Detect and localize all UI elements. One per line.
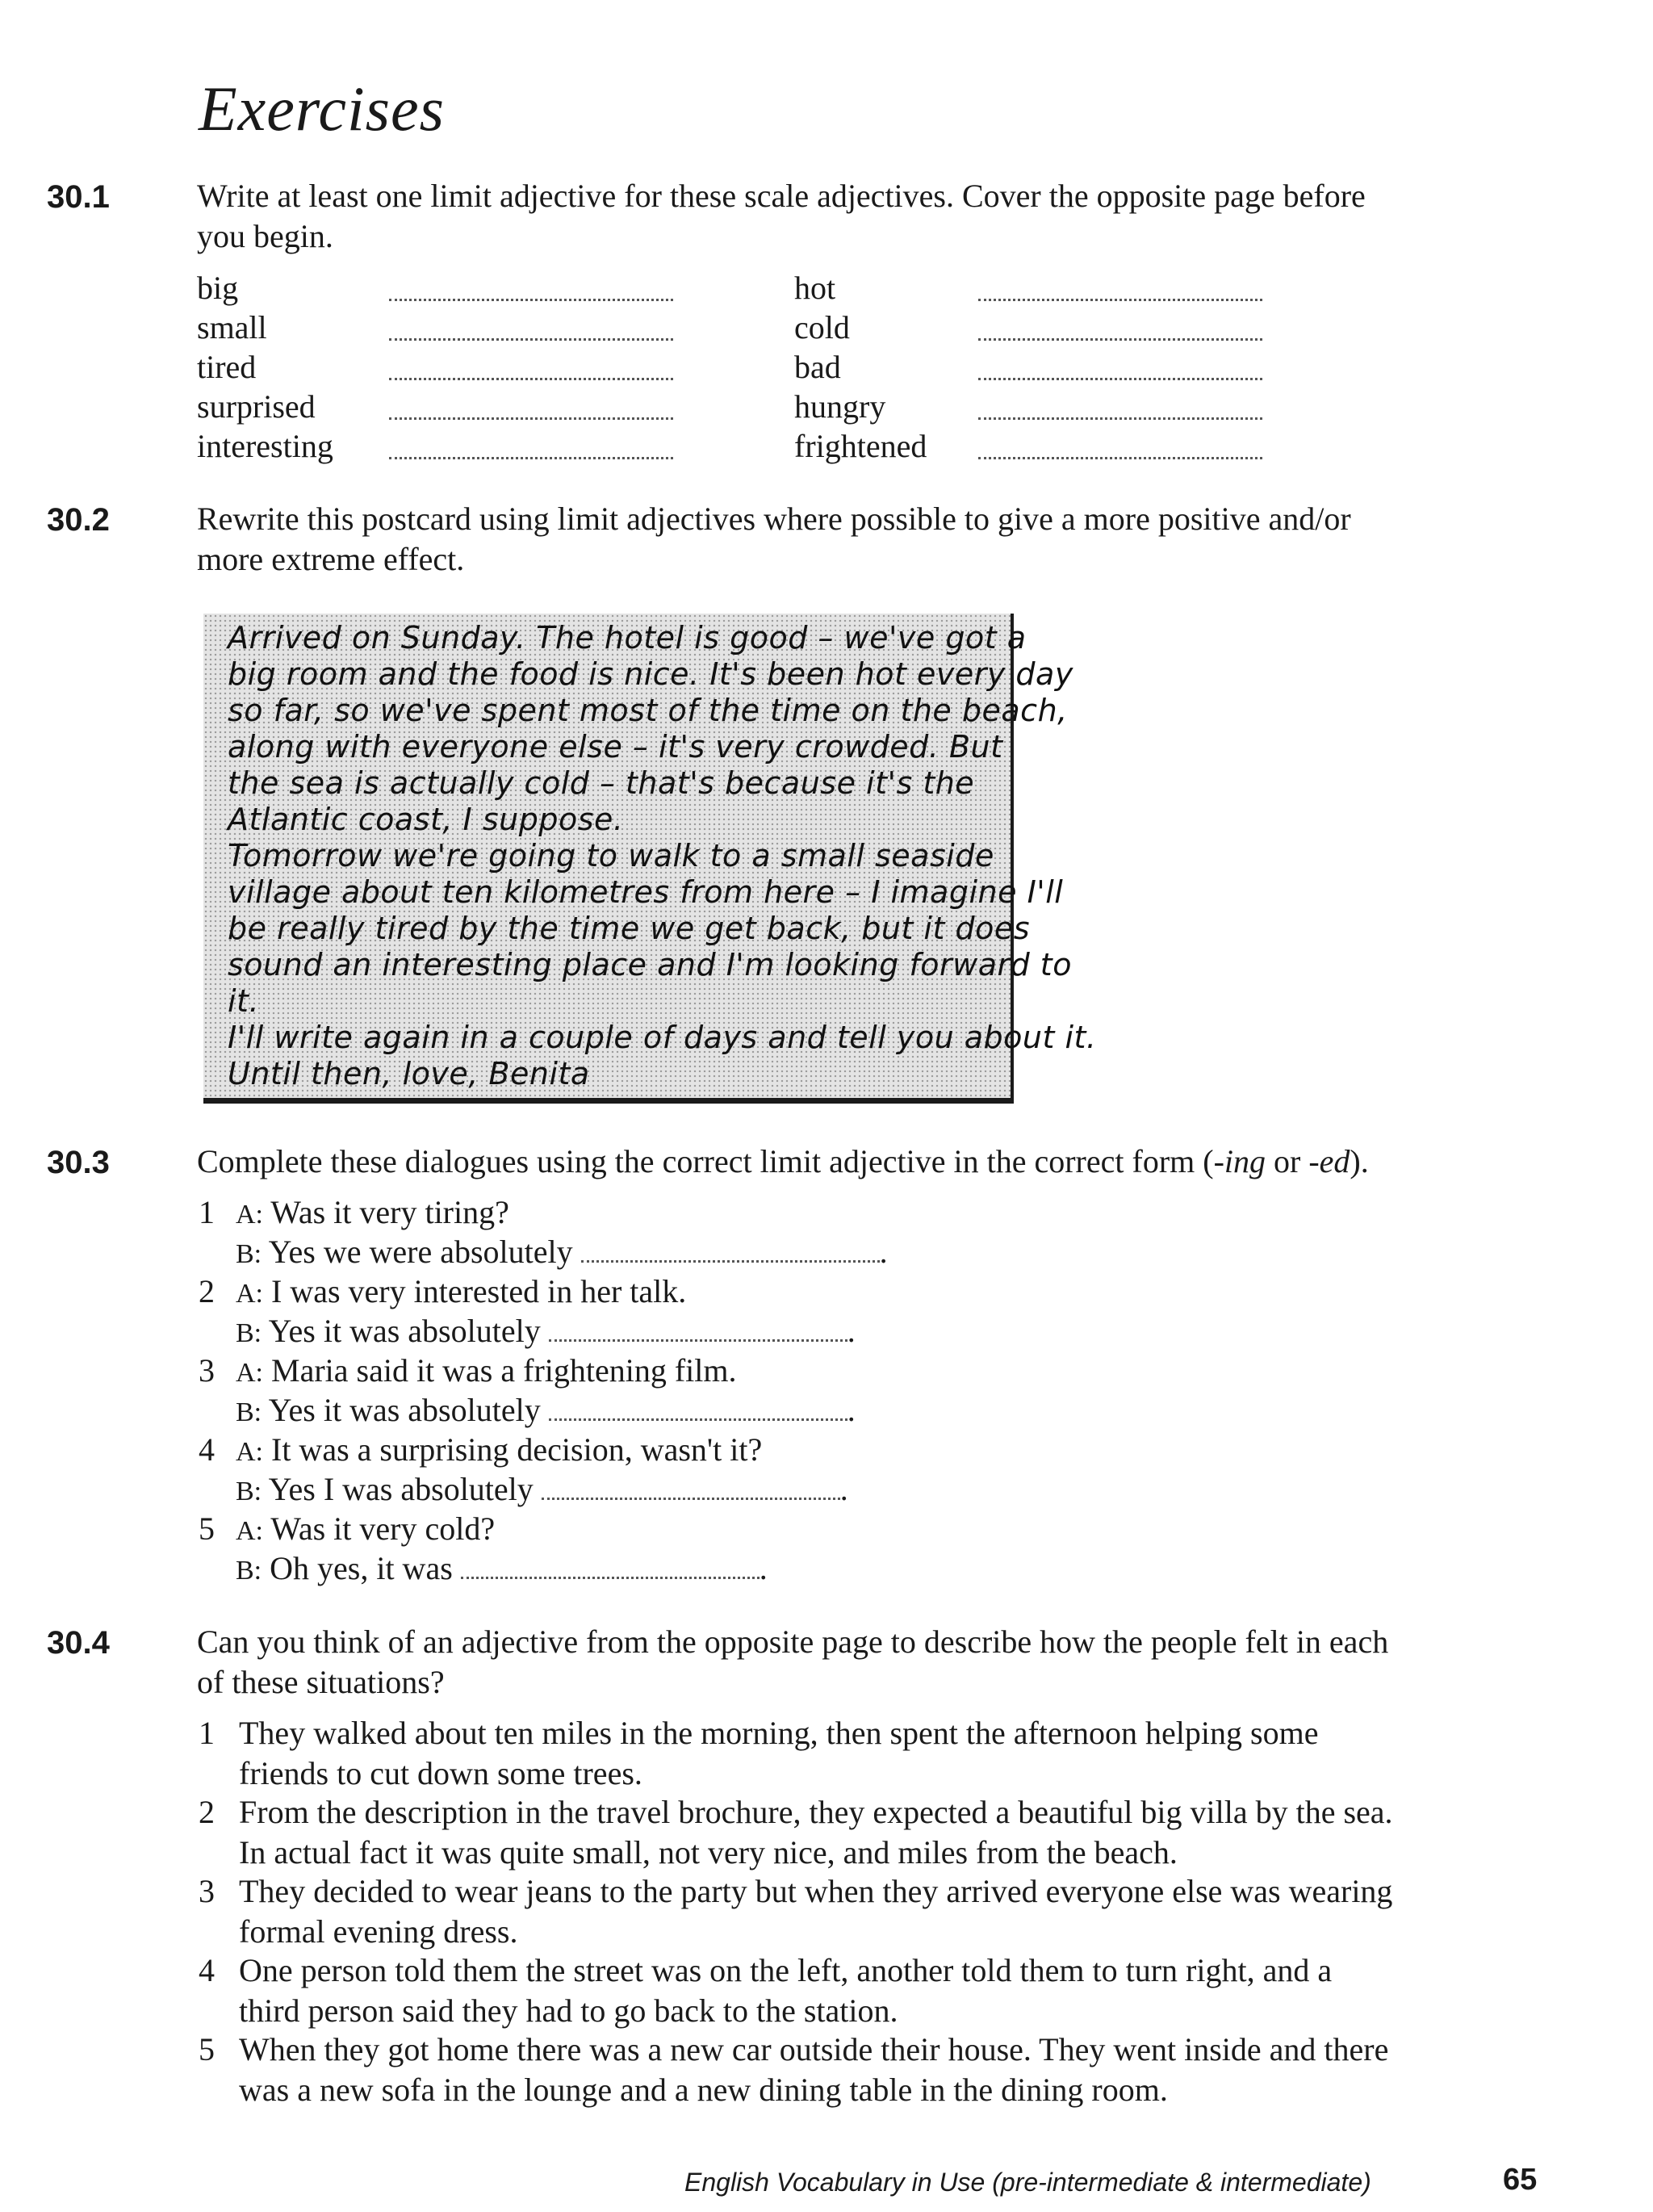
dialogue-line-a: A: It was a surprising decision, wasn't it? (236, 1431, 763, 1468)
situation-text: One person told them the street was on the left, another told them to turn right, and a third person said they had to go back to the station. (239, 1952, 1333, 2029)
exercise-1-instruction: Write at least one limit adjective for these scale adjectives. Cover the opposite page before you begin. (197, 178, 1366, 254)
dialogue-line-b: B: Yes I was absolutely . (236, 1471, 848, 1507)
dialogue-line-b: B: Yes it was absolutely . (236, 1313, 856, 1349)
dialogue-line-a: A: I was very interested in her talk. (236, 1273, 687, 1309)
scale-word-small: small (197, 309, 267, 346)
exercise-2-instruction: Rewrite this postcard using limit adjectives where possible to give a more positive and/or more extreme effect. (197, 501, 1351, 577)
answer-blank[interactable] (461, 1569, 760, 1579)
exercise-number-30-4: 30.4 (47, 1625, 110, 1661)
answer-blank[interactable] (389, 297, 673, 301)
situation-text: When they got home there was a new car outside their house. They went inside and there was a new sofa in the lounge and a new dining table in the dining room. (239, 2031, 1389, 2108)
answer-blank[interactable] (549, 1331, 847, 1342)
dialogue-line-b: B: Yes we were absolutely . (236, 1234, 888, 1270)
exercise-number-30-3: 30.3 (47, 1145, 110, 1180)
book-title-footer: English Vocabulary in Use (pre-intermediate & intermediate) (684, 2168, 1371, 2197)
answer-blank[interactable] (978, 416, 1262, 420)
exercise-number-30-1: 30.1 (47, 179, 110, 215)
postcard (203, 614, 1097, 1104)
postcard-line: Atlantic coast, I suppose. (228, 802, 624, 837)
page-number: 65 (1503, 2163, 1538, 2197)
situation-number: 5 (199, 2031, 215, 2067)
postcard-line: the sea is actually cold – that's because it's the (228, 765, 975, 801)
answer-blank[interactable] (389, 416, 673, 420)
answer-blank[interactable] (581, 1252, 880, 1263)
postcard-line: along with everyone else – it's very crowded. But (228, 729, 1003, 765)
postcard-line: Arrived on Sunday. The hotel is good – we've got a (228, 620, 1027, 656)
exercise-3-instruction: Complete these dialogues using the correct limit adjective in the correct form (-ing or -ed). (197, 1143, 1369, 1179)
dialogue-line-a: A: Was it very cold? (236, 1510, 496, 1547)
answer-blank[interactable] (389, 376, 673, 380)
exercise-4-instruction: Can you think of an adjective from the opposite page to describe how the people felt in each of these situations? (197, 1623, 1389, 1700)
postcard-line: village about ten kilometres from here – I imagine I'll (228, 874, 1064, 910)
scale-word-bad: bad (794, 349, 841, 385)
postcard-line: big room and the food is nice. It's been hot every day (228, 656, 1073, 692)
situation-number: 2 (199, 1794, 215, 1830)
scale-word-cold: cold (794, 309, 850, 346)
postcard-signature: Until then, love, Benita (228, 1056, 590, 1091)
scale-word-hot: hot (794, 270, 836, 306)
situation-number: 3 (199, 1873, 215, 1909)
dialogue-line-a: A: Maria said it was a frightening film. (236, 1352, 737, 1389)
situation-number: 4 (199, 1952, 215, 1988)
answer-blank[interactable] (978, 455, 1262, 459)
postcard-line: so far, so we've spent most of the time on the beach, (228, 693, 1068, 728)
postcard-line: Tomorrow we're going to walk to a small seaside (228, 838, 994, 873)
scale-word-hungry: hungry (794, 388, 886, 425)
page-title: Exercises (199, 73, 445, 144)
situation-number: 1 (199, 1715, 215, 1751)
postcard-line: it. (228, 983, 260, 1019)
dialogue-number: 5 (199, 1510, 215, 1547)
exercise-number-30-2: 30.2 (47, 502, 110, 538)
postcard-line: I'll write again in a couple of days and tell you about it. (228, 1020, 1097, 1055)
answer-blank[interactable] (978, 337, 1262, 341)
postcard-line: sound an interesting place and I'm looking forward to (228, 947, 1072, 982)
dialogue-line-b: B: Yes it was absolutely . (236, 1392, 856, 1428)
answer-blank[interactable] (389, 337, 673, 341)
situation-text: They walked about ten miles in the morning, then spent the afternoon helping some friends to cut down some trees. (239, 1715, 1319, 1791)
dialogue-number: 4 (199, 1431, 215, 1468)
postcard-line: be really tired by the time we get back, but it does (228, 911, 1031, 946)
situation-text: They decided to wear jeans to the party but when they arrived everyone else was wearing formal evening dress. (239, 1873, 1393, 1950)
dialogue-number: 2 (199, 1273, 215, 1309)
answer-blank[interactable] (389, 455, 673, 459)
dialogue-number: 1 (199, 1194, 215, 1230)
scale-word-interesting: interesting (197, 428, 333, 464)
scale-word-surprised: surprised (197, 388, 316, 425)
answer-blank[interactable] (978, 297, 1262, 301)
situation-text: From the description in the travel brochure, they expected a beautiful big villa by the sea. In actual fact it was quite small, not very nice, and miles from the beach. (239, 1794, 1393, 1871)
dialogue-line-b: B: Oh yes, it was . (236, 1550, 768, 1586)
dialogue-line-a: A: Was it very tiring? (236, 1194, 509, 1230)
scale-word-tired: tired (197, 349, 257, 385)
scale-word-big: big (197, 270, 239, 306)
scale-word-frightened: frightened (794, 428, 927, 464)
answer-blank[interactable] (549, 1410, 847, 1421)
answer-blank[interactable] (542, 1489, 840, 1500)
answer-blank[interactable] (978, 376, 1262, 380)
dialogue-number: 3 (199, 1352, 215, 1389)
